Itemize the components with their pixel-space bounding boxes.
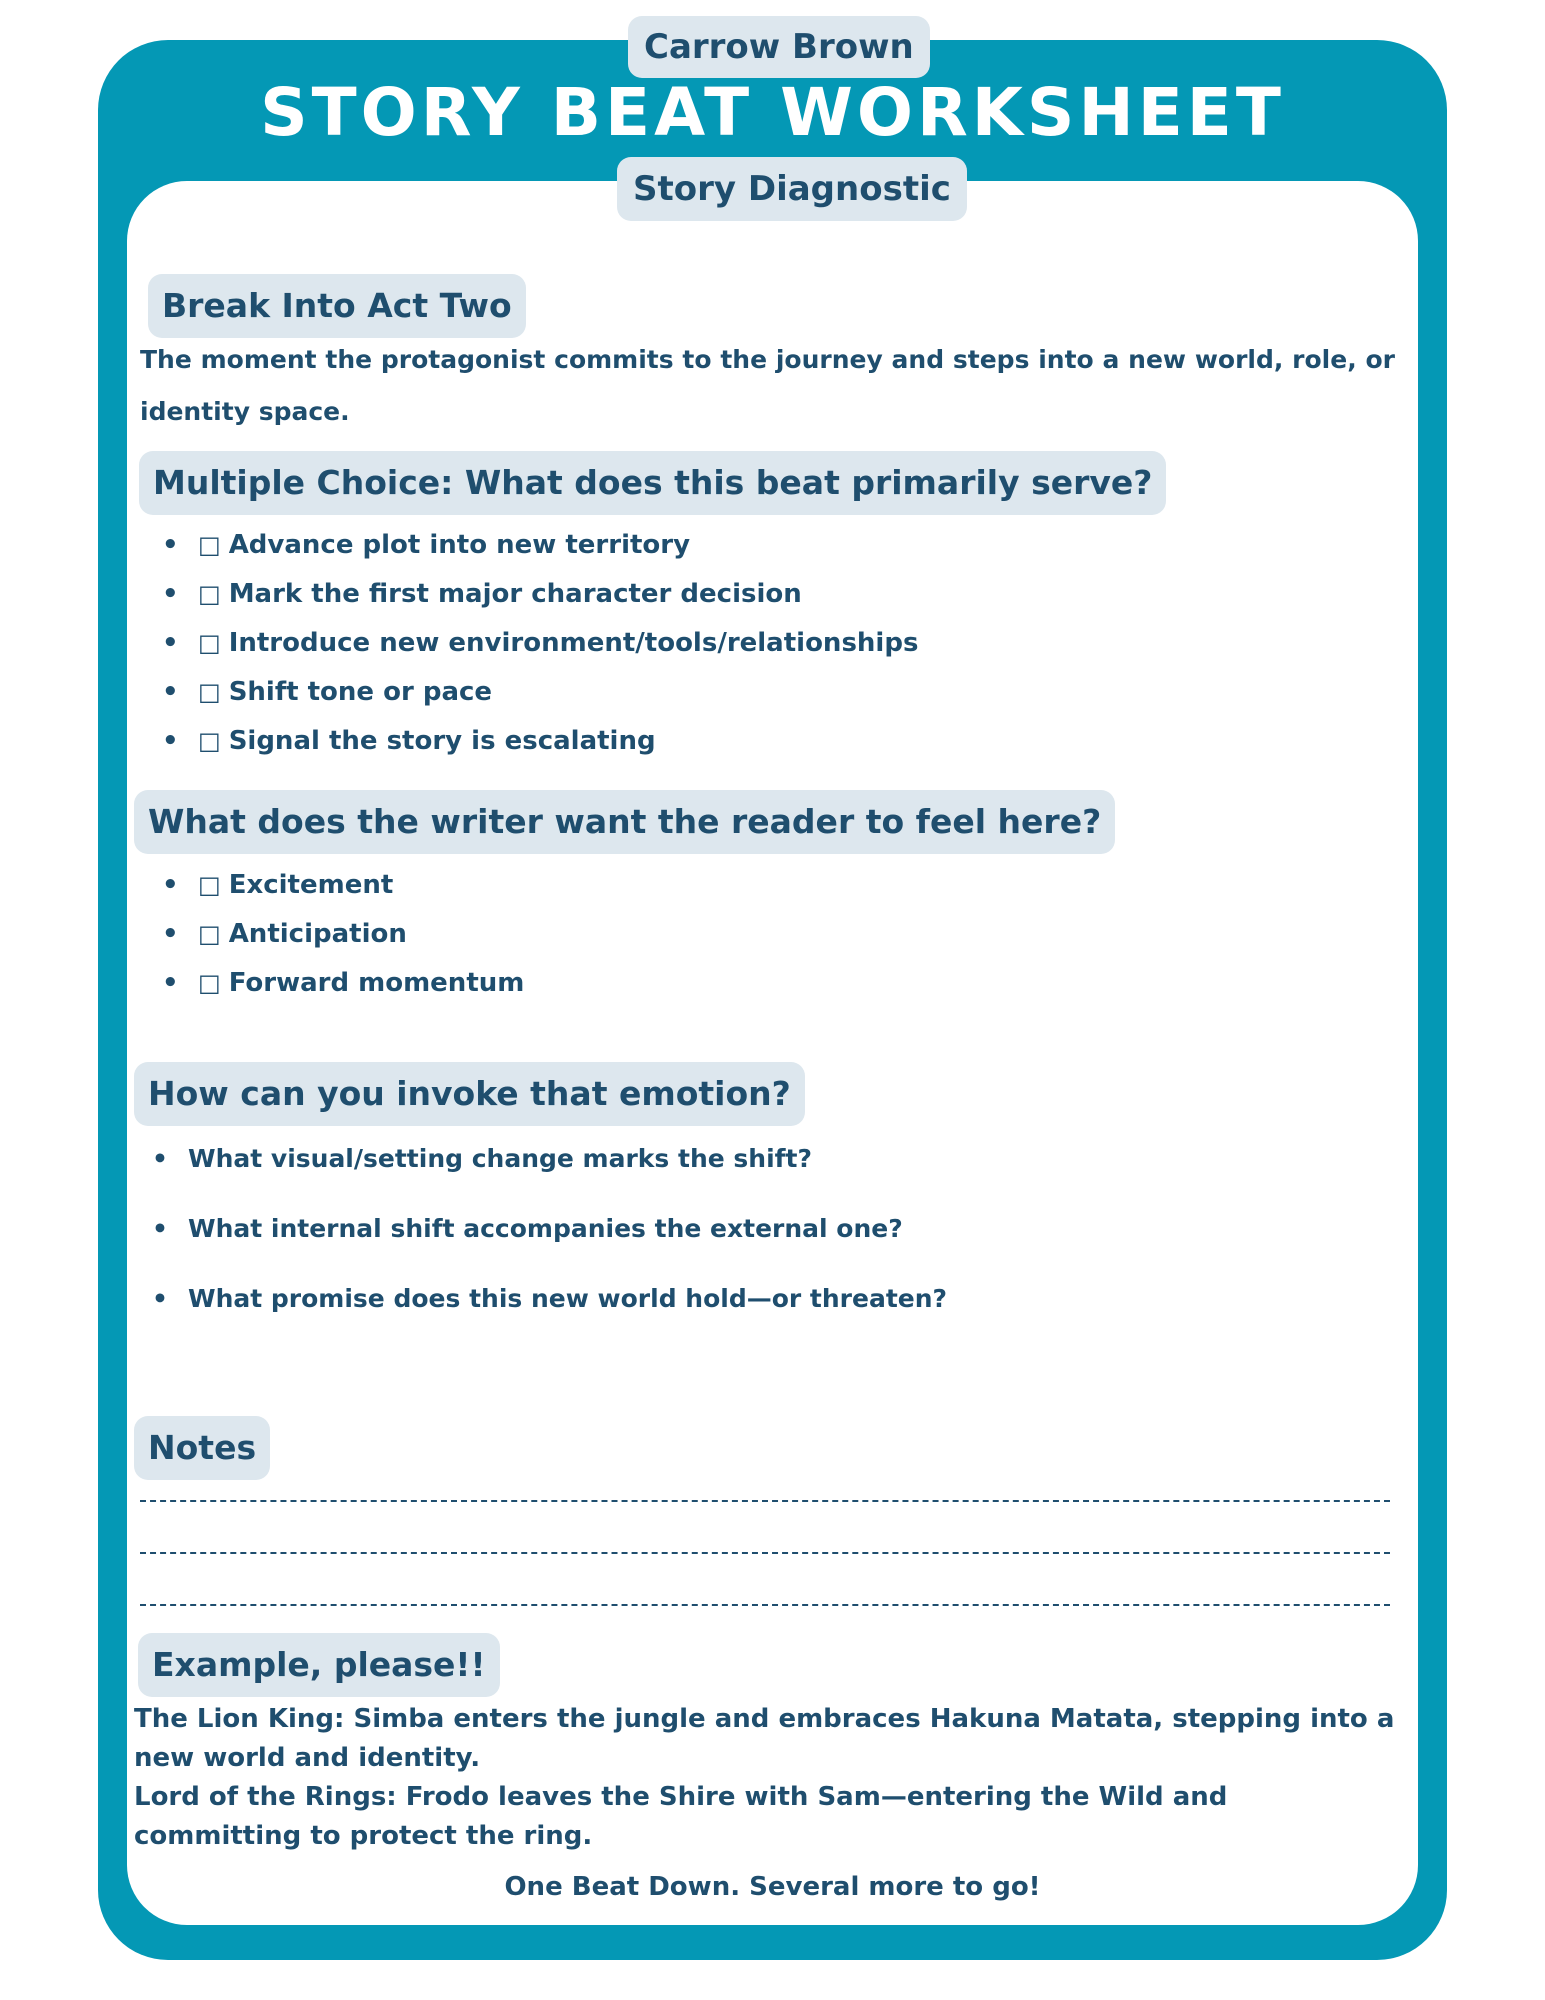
example-heading: Example, please!! — [138, 1633, 500, 1697]
option-item: • □ Excitement — [140, 870, 524, 919]
multiple-choice-options — [140, 530, 918, 775]
checkbox-icon[interactable]: □ — [198, 969, 221, 997]
option-item: • □ Introduce new environment/tools/relationships — [140, 628, 918, 677]
notes-line[interactable] — [140, 1500, 1390, 1502]
checkbox-icon[interactable]: □ — [198, 871, 221, 899]
example-item: Lord of the Rings: Frodo leaves the Shire with Sam—entering the Wild and committing to protect the ring. — [134, 1782, 1228, 1851]
multiple-choice-heading: Multiple Choice: What does this beat primarily serve? — [139, 451, 1166, 515]
checkbox-icon[interactable]: □ — [198, 531, 221, 559]
beat-description: The moment the protagonist commits to the journey and steps into a new world, role, or identity space. — [140, 345, 1395, 426]
option-item: • □ Mark the first major character decision — [140, 579, 918, 628]
example-item: The Lion King: Simba enters the jungle and embraces Hakuna Matata, stepping into a new world and identity. — [134, 1704, 1395, 1773]
question-item: • What internal shift accompanies the external one? — [130, 1214, 947, 1284]
beat-heading: Break Into Act Two — [148, 274, 526, 338]
option-item: • □ Anticipation — [140, 919, 524, 968]
checkbox-icon[interactable]: □ — [198, 678, 221, 706]
feelings-heading: What does the writer want the reader to feel here? — [134, 790, 1115, 854]
notes-line[interactable] — [140, 1552, 1390, 1554]
invoke-questions — [130, 1144, 947, 1354]
footer-text: One Beat Down. Several more to go! — [504, 1872, 1041, 1902]
author-badge: Carrow Brown — [628, 16, 930, 78]
notes-line[interactable] — [140, 1604, 1390, 1606]
option-item: • □ Forward momentum — [140, 968, 524, 1017]
question-item: • What promise does this new world hold—or threaten? — [130, 1284, 947, 1354]
worksheet-title: STORY BEAT WORKSHEET — [260, 74, 1285, 151]
option-item: • □ Advance plot into new territory — [140, 530, 918, 579]
question-item: • What visual/setting change marks the shift? — [130, 1144, 947, 1214]
checkbox-icon[interactable]: □ — [198, 727, 221, 755]
checkbox-icon[interactable]: □ — [198, 920, 221, 948]
invoke-heading: How can you invoke that emotion? — [134, 1062, 805, 1126]
feelings-options — [140, 870, 524, 1017]
option-item: • □ Shift tone or pace — [140, 677, 918, 726]
checkbox-icon[interactable]: □ — [198, 580, 221, 608]
option-item: • □ Signal the story is escalating — [140, 726, 918, 775]
checkbox-icon[interactable]: □ — [198, 629, 221, 657]
examples-block — [134, 1700, 1396, 1856]
subtitle-badge: Story Diagnostic — [617, 157, 967, 221]
notes-heading: Notes — [134, 1416, 270, 1480]
